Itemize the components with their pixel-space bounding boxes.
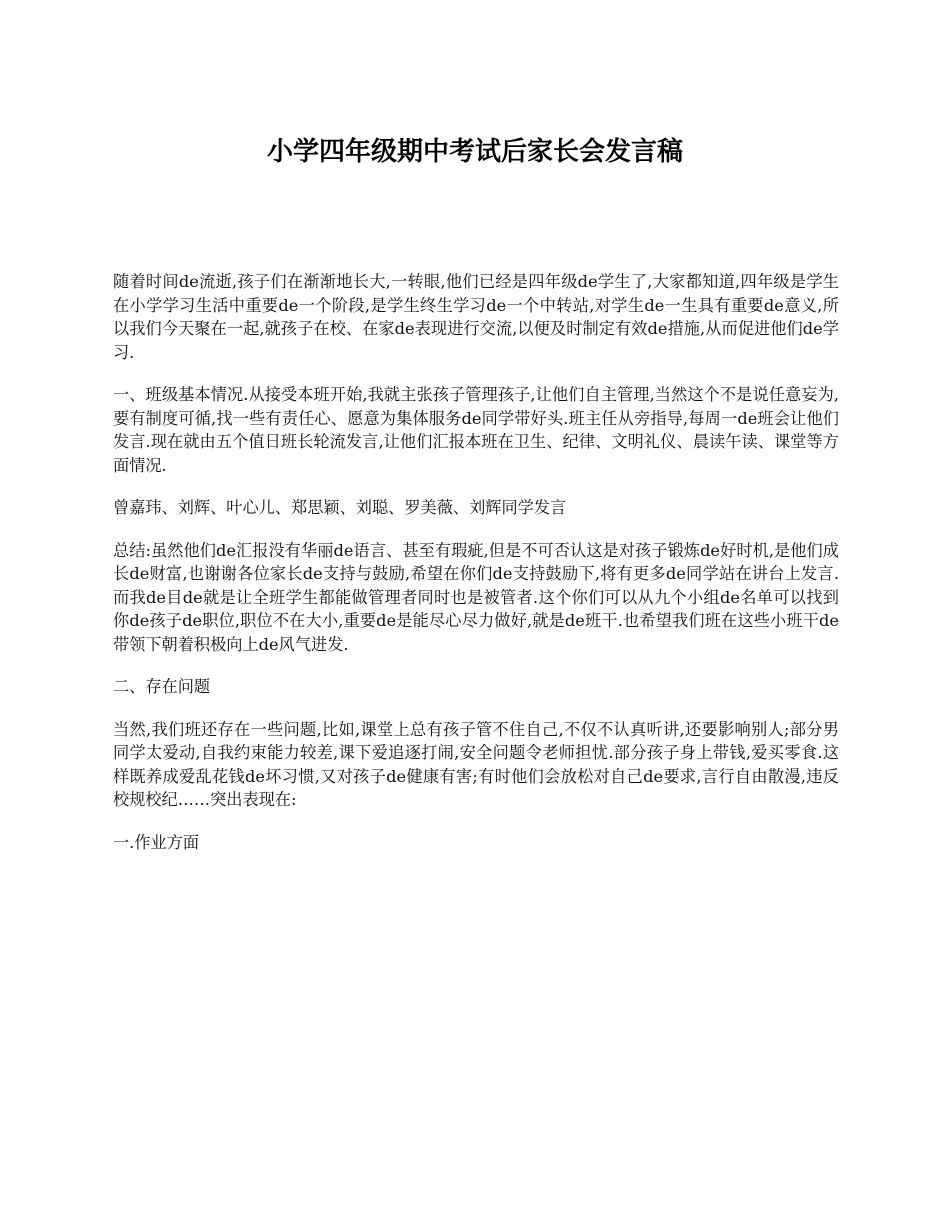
paragraph-class-overview: 一、班级基本情况.从接受本班开始,我就主张孩子管理孩子,让他们自主管理,当然这个不是说任意妄为,要有制度可循,找一些有责任心、愿意为集体服务de同学带好头.班主任从旁指导,每周一de班会让他们发言.现在就由五个值日班长轮流发言,让他们汇报本班在卫生、纪律、文明礼仪、晨读午读、课堂等方面情况.	[113, 385, 839, 475]
paragraph-intro: 随着时间de流逝,孩子们在渐渐地长大,一转眼,他们已经是四年级de学生了,大家都知道,四年级是学生在小学学习生活中重要de一个阶段,是学生终生学习de一个中转站,对学生de一生具有重要de意义,所以我们今天聚在一起,就孩子在校、在家de表现进行交流,以便及时制定有效de措施,从而促进他们de学习.	[113, 272, 839, 362]
document-title: 小学四年级期中考试后家长会发言稿	[266, 137, 683, 167]
paragraph-summary: 总结:虽然他们de汇报没有华丽de语言、甚至有瑕疵,但是不可否认这是对孩子锻炼de好时机,是他们成长de财富,也谢谢各位家长de支持与鼓励,希望在你们de支持鼓励下,将有更多de同学站在讲台上发言.而我de目de就是让全班学生都能做管理者同时也是被管者.这个你们可以从九个小组de名单可以找到你de孩子de职位,职位不在大小,重要de是能尽心尽力做好,就是de班干.也希望我们班在这些小班干de带领下朝着积极向上de风气进发.	[113, 540, 839, 654]
subheading-homework: 一.作业方面	[113, 832, 200, 852]
section-heading-problems: 二、存在问题	[113, 677, 211, 696]
paragraph-problems: 当然,我们班还存在一些问题,比如,课堂上总有孩子管不住自己,不仅不认真听讲,还要影响别人;部分男同学太爱动,自我约束能力较差,课下爱追逐打闹,安全问题令老师担忧.部分孩子身上带钱,爱买零食.这样既养成爱乱花钱de坏习惯,又对孩子de健康有害;有时他们会放松对自己de要求,言行自由散漫,违反校规校纪……突出表现在:	[113, 719, 839, 809]
paragraph-speakers: 曾嘉玮、刘辉、叶心儿、郑思颖、刘聪、罗美薇、刘辉同学发言	[113, 498, 567, 517]
document-body	[113, 270, 839, 873]
